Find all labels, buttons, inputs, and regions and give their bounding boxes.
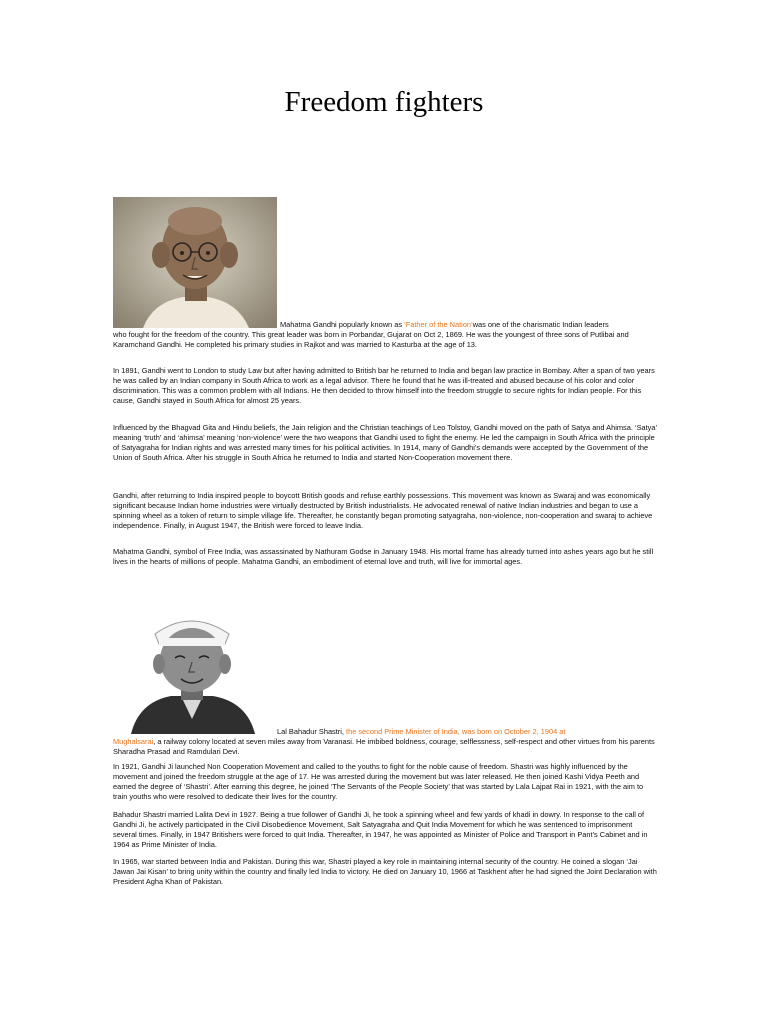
mughalsarai-link[interactable]: Mughalsarai xyxy=(113,737,154,746)
gandhi-paragraph-3: Influenced by the Bhagvad Gita and Hindu beliefs, the Jain religion and the Christian teachings of Leo Tolstoy, Gandhi moved on the path of Satya and Ahimsa. ‘Satya’ meaning ‘truth’ and ‘ahimsa’ meaning ‘non-violence’ were the two weapons that Gandhi used to fight the enemy. He led the campaign in South Africa with the principle of Satyagraha for Indian rights and was arrested many times for his political activities. In 1914, many of Gandhi’s demands were accepted by the Government of the Union of South Africa. After his struggle in South Africa he returned to India and started Non-Cooperation movement there. xyxy=(113,423,657,462)
shastri-portrait-image xyxy=(113,604,271,734)
gandhi-portrait-image xyxy=(113,197,277,328)
shastri-paragraph-2: In 1921, Gandhi Ji launched Non Cooperation Movement and called to the youths to fight for the noble cause of freedom. Shastri was highly influenced by the movement and joined the freedom struggle at the age of 17. He was arrested during the movement but was later released. He then joined Kashi Vidya Peeth and earned the degree of ‘Shastri’. After earning this degree, he joined ‘The Servants of the People Society’ that was started by Lala Lajpat Rai in 1921, with the aim to train youths who were resolved to dedicate their lives for the country. xyxy=(113,762,644,801)
shastri-paragraph-4: In 1965, war started between India and Pakistan. During this war, Shastri played a key role in maintaining internal security of the country. He coined a slogan ‘Jai Jawan Jai Kisan’ to bring unity within the country and finally led India to victory. He died on January 10, 1966 at Taskhent after he had signed the Joint Declaration with President Agha Khan of Pakistan. xyxy=(113,857,657,886)
gandhi-intro-text-cont: was one of the charismatic Indian leaders xyxy=(472,320,609,329)
gandhi-paragraph-4: Gandhi, after returning to India inspired people to boycott British goods and refuse earthly possessions. This movement was known as Swaraj and was economically significant because Indian home industries were virtually destructed by British industrialists. He advocated renewal of native Indian industries and began to use a spinning wheel as a token of return to simple village life. Thereafter, he constantly began promoting satyagraha, non-violence, non-cooperation and swaraj to achieve independence. Finally, in August 1947, the British were forced to leave India. xyxy=(113,491,653,530)
shastri-intro-text-cont: , a railway colony located at seven miles away from Varanasi. He imbibed boldness, courage, selflessness, self-respect and other virtues from his parents Sharadha Prasad and Ramdulari Devi. xyxy=(113,737,655,756)
shastri-intro-line xyxy=(277,727,657,737)
page-title: Freedom fighters xyxy=(284,86,484,118)
shastri-paragraph-3: Bahadur Shastri married Lalita Devi in 1927. Being a true follower of Gandhi Ji, he took a spinning wheel and few yards of khadi in dowry. In response to the call of Gandhi Ji, he actively participated in the Civil Disobedience Movement, Salt Satyagraha and Quit India Movement for which he was sentenced to imprisonment several times. Finally, in 1947 Britishers were forced to quit India. Thereafter, in 1947, he was appointed as Minister of Police and Transport in Pant’s Cabinet and in 1964 as Prime Minister of India. xyxy=(113,810,648,849)
gandhi-intro-line xyxy=(280,320,660,330)
gandhi-paragraph-2: In 1891, Gandhi went to London to study Law but after having admitted to British bar he returned to India and began law practice in Bombay. After a span of two years he was called by an Indian company in South Africa to work as a legal advisor. There he found that he was ill-treated and abused because of his color and color discrimination. This was a common problem with all Indians. He then decided to throw himself into the freedom struggle to secure rights for Indian people. For this cause, Gandhi stayed in South Africa for almost 25 years. xyxy=(113,366,655,405)
gandhi-paragraph-5: Mahatma Gandhi, symbol of Free India, was assassinated by Nathuram Godse in January 1948. His mortal frame has already turned into ashes years ago but he still lives in the hearts of millions of people. Mahatma Gandhi, an embodiment of eternal love and truth, will live for immortal ages. xyxy=(113,547,654,566)
second-prime-minister-link[interactable]: the second Prime Minister of India, was born on October 2, 1904 at xyxy=(346,727,566,736)
gandhi-paragraph-1: who fought for the freedom of the country. This great leader was born in Porbandar, Gujarat on Oct 2, 1869. He was the youngest of three sons of Putlibai and Karamchand Gandhi. He completed his primary studies in Rajkot and was married to Kasturba at the age of 13. xyxy=(113,330,629,349)
shastri-intro-text: Lal Bahadur Shastri, xyxy=(277,727,347,736)
gandhi-intro-text: Mahatma Gandhi popularly known as xyxy=(280,320,405,329)
shastri-paragraph-1 xyxy=(113,737,658,757)
father-of-nation-link[interactable]: ‘Father of the Nation’ xyxy=(404,320,473,329)
